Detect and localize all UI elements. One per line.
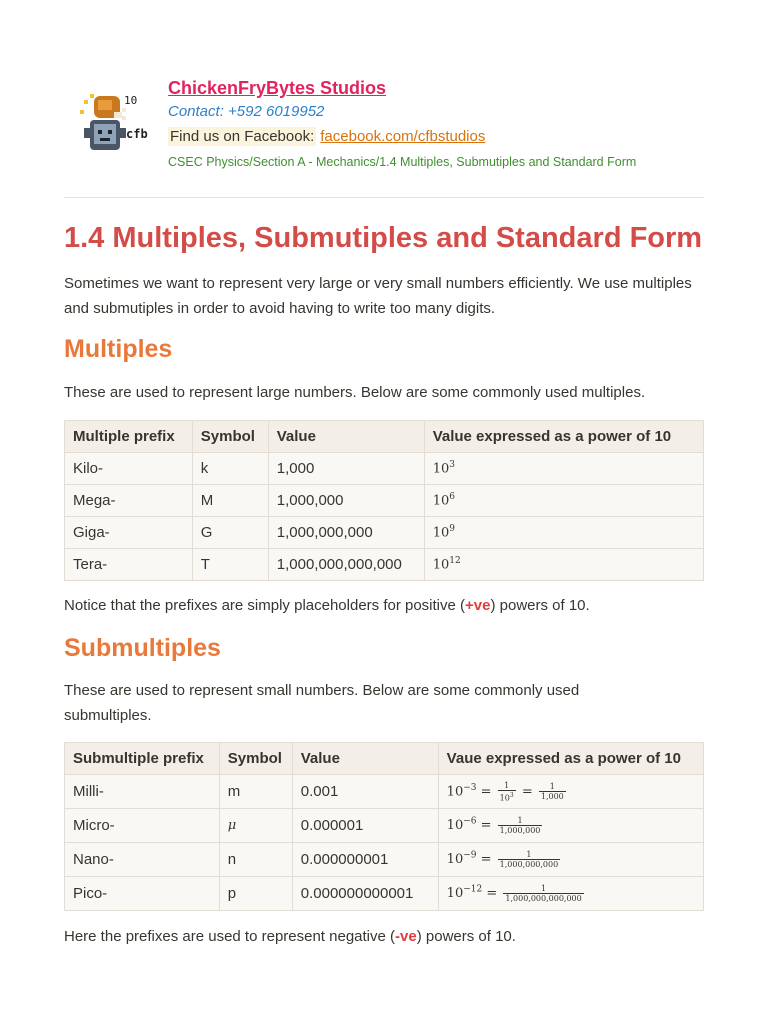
table-row [65,775,704,809]
column-header: Symbol [219,743,292,775]
symbol-cell: n [219,843,292,877]
value-cell: 0.000001 [292,809,438,843]
symbol-cell: k [192,453,268,485]
column-header: Value [268,421,424,453]
prefix-cell: Kilo- [65,453,193,485]
prefix-cell: Micro- [65,809,220,843]
symbol-cell: M [192,485,268,517]
power-cell: $10^6$ [424,485,703,517]
column-header: Vaue expressed as a power of 10 [438,743,703,775]
symbol-cell: μ [219,809,292,843]
positive-label: +ve [465,597,491,614]
value-cell: 1,000,000,000 [268,517,424,549]
value-cell: 0.001 [292,775,438,809]
submultiples-table [64,742,704,911]
table-row [65,877,704,911]
prefix-cell: Mega- [65,485,193,517]
symbol-cell: G [192,517,268,549]
submultiples-heading: Submultiples [64,634,221,662]
prefix-cell: Giga- [65,517,193,549]
table-header-row [65,421,704,453]
page-title: 1.4 Multiples, Submutiples and Standard Form [64,222,703,254]
negative-label: -ve [395,928,417,945]
intro-paragraph: Sometimes we want to represent very large or very small numbers efficiently. We use multiples and submutiples in order to avoid having to write too many digits. [64,275,692,317]
breadcrumb[interactable]: CSEC Physics/Section A - Mechanics/1.4 Multiples, Submutiples and Standard Form [168,155,637,169]
value-cell: 1,000,000 [268,485,424,517]
table-row [65,843,704,877]
table-row [65,809,704,843]
svg-text:10: 10 [124,94,138,107]
contact-text: Contact: +592 6019952 [168,103,325,120]
multiples-table [64,420,704,581]
value-cell: 0.000000000001 [292,877,438,911]
table-row [65,453,704,485]
chicken-logo-icon [76,86,156,166]
power-cell: $10^{-12}$ = $\frac{1}{1,000,000,000,000}$ [438,877,703,911]
column-header: Symbol [192,421,268,453]
prefix-cell: Tera- [65,549,193,581]
symbol-cell: T [192,549,268,581]
power-cell: $10^3$ [424,453,703,485]
facebook-line [168,125,636,149]
power-cell: $10^{-6}$ = $\frac{1}{1,000,000}$ [438,809,703,843]
symbol-cell: m [219,775,292,809]
submultiples-note: Here the prefixes are used to represent negative (-ve) powers of 10. [64,928,516,945]
symbol-cell: p [219,877,292,911]
power-cell: $10^{12}$ [424,549,703,581]
value-cell: 1,000,000,000,000 [268,549,424,581]
facebook-label: Find us on Facebook: [170,128,315,145]
multiples-heading: Multiples [64,335,173,363]
header [168,76,636,172]
table-row [65,549,704,581]
column-header: Value expressed as a power of 10 [424,421,703,453]
power-cell: $10^{-3}$ = $\frac{1}{10^3}$ = $\frac{1}{1,000}$ [438,775,703,809]
table-row [65,485,704,517]
multiples-description: These are used to represent large numbers. Below are some commonly used multiples. [64,384,646,401]
column-header: Multiple prefix [65,421,193,453]
prefix-cell: Nano- [65,843,220,877]
value-cell: 0.000000001 [292,843,438,877]
svg-text:cfb: cfb [126,127,148,141]
studio-link[interactable]: ChickenFryBytes Studios [168,78,387,98]
multiples-note: Notice that the prefixes are simply placeholders for positive (+ve) powers of 10. [64,597,590,614]
power-cell: $10^{-9}$ = $\frac{1}{1,000,000,000}$ [438,843,703,877]
prefix-cell: Milli- [65,775,220,809]
power-cell: $10^9$ [424,517,703,549]
facebook-link[interactable]: facebook.com/cfbstudios [320,128,486,145]
prefix-cell: Pico- [65,877,220,911]
column-header: Value [292,743,438,775]
table-header-row [65,743,704,775]
value-cell: 1,000 [268,453,424,485]
divider [64,197,704,198]
column-header: Submultiple prefix [65,743,220,775]
submultiples-description: These are used to represent small numbers. Below are some commonly used submultiples. [64,682,580,724]
table-row [65,517,704,549]
